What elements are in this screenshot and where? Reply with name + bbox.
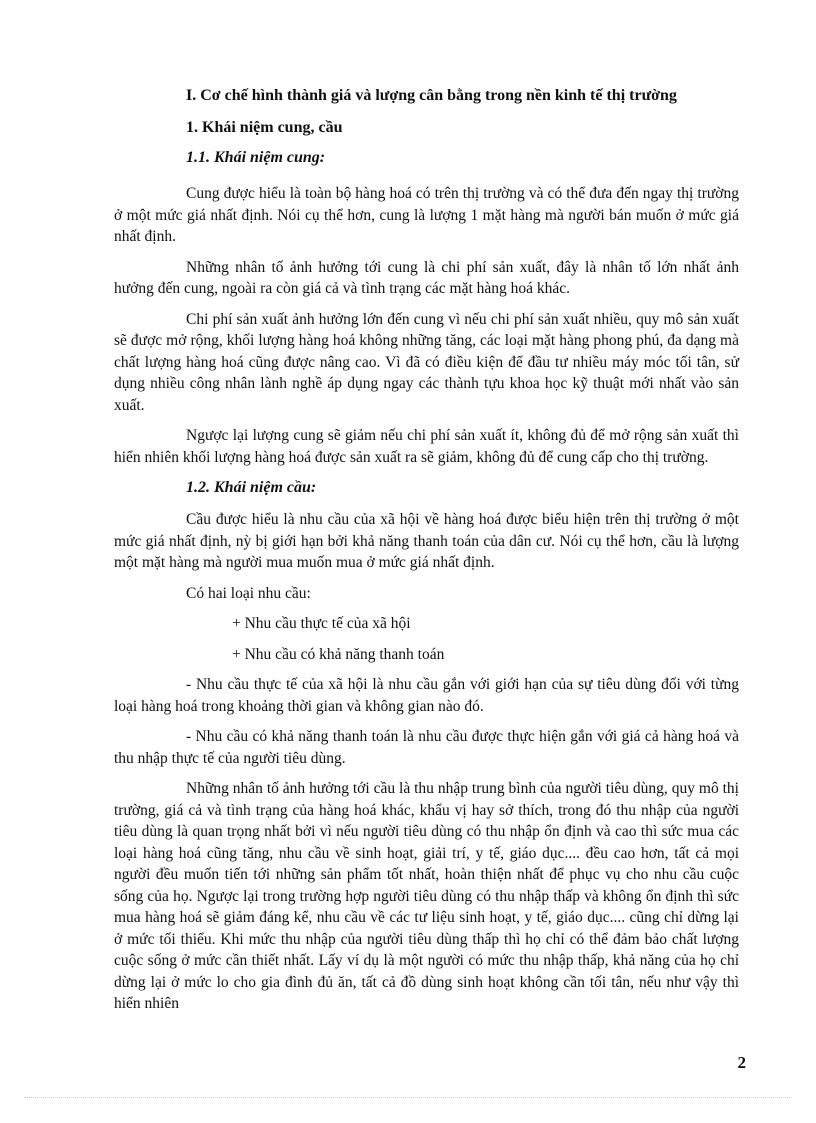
page-content [114, 80, 739, 1024]
section-heading: 1. Khái niệm cung, cầu [186, 119, 343, 136]
footer-divider [24, 1097, 792, 1098]
demand-type-item: + Nhu cầu có khả năng thanh toán [232, 645, 445, 663]
main-heading [114, 80, 739, 111]
demand-type-item: + Nhu cầu thực tế của xã hội [232, 615, 411, 632]
demand-factors-paragraph: Những nhân tố ảnh hưởng tới cầu là thu nhập trung bình của người tiêu dùng, quy mô thị trường, giá cả và tình trạng của hàng hoá khác, khẩu vị hay sở thích, trong đó thu nhập của người tiêu dùng là quan trọng nhất bởi vì nếu người tiêu dùng có thu nhập ổn định và cao thì sức mua các loại hàng hoá cũng tăng, nhu cầu về sinh hoạt, giải trí, y tế, giáo dục.... đều cao hơn, tất cả mọi người đều muốn tiến tới những sản phẩm tốt nhất, hoàn thiện nhất để phục vụ cho nhu cầu cuộc sống của họ. Ngược lại trong trường hợp người tiêu dùng có thu nhập thấp và không ổn định thì sức mua hàng hoá sẽ giảm đáng kể, nhu cầu về các tư liệu sinh hoạt, y tế, giáo dục.... cũng chỉ dừng lại ở mức tối thiểu. Khi mức thu nhập của người tiêu dùng thấp thì họ chỉ có thể đảm bảo chất lượng cuộc sống ở mức cần thiết nhất. Lấy ví dụ là một người có mức thu nhập thấp, khả năng của họ chỉ dừng lại ở mức lo cho gia đình đủ ăn, tất cả đồ dùng sinh hoạt không cần tối tân, nếu như vậy thì hiển nhiên [114, 780, 739, 1012]
supply-paragraph-4: Ngược lại lượng cung sẽ giảm nếu chi phí sản xuất ít, không đủ để mở rộng sản xuất thì hiển nhiên khối lượng hàng hoá được sản xuất ra sẽ giảm, không đủ để cung cấp cho thị trường. [114, 427, 739, 466]
supply-paragraph-1: Cung được hiểu là toàn bộ hàng hoá có trên thị trường và có thể đưa đến ngay thị trường ở một mức giá nhất định. Nói cụ thể hơn, cung là lượng 1 mặt hàng mà người bán muốn ở mức giá nhất định. [114, 185, 739, 245]
demand-definition: - Nhu cầu có khả năng thanh toán là nhu cầu được thực hiện gắn với giá cả hàng hoá và thu nhập thực tế của người tiêu dùng. [114, 728, 739, 767]
supply-heading: 1.1. Khái niệm cung: [186, 149, 326, 166]
page-number: 2 [737, 1053, 746, 1072]
demand-heading: 1.2. Khái niệm cầu: [186, 479, 317, 496]
demand-types-intro: Có hai loại nhu cầu: [186, 584, 311, 602]
demand-definition: - Nhu cầu thực tế của xã hội là nhu cầu gắn với giới hạn của sự tiêu dùng đối với từng loại hàng hoá trong khoảng thời gian và không gian nào đó. [114, 676, 739, 715]
supply-paragraph-3: Chi phí sản xuất ảnh hưởng lớn đến cung vì nếu chi phí sản xuất nhiều, quy mô sản xuất sẽ được mở rộng, khối lượng hàng hoá không những tăng, các loại mặt hàng phong phú, đa dạng mà chất lượng hàng hoá cũng được nâng cao. Vì đã có điều kiện để đầu tư nhiều máy móc tối tân, sử dụng nhiều công nhân lành nghề áp dụng ngay các thành tựu khoa học kỹ thuật mới nhất vào sản xuất. [114, 310, 739, 414]
demand-paragraph: Cầu được hiểu là nhu cầu của xã hội về hàng hoá được biểu hiện trên thị trường ở một mức giá nhất định, nỳ bị giới hạn bởi khả năng thanh toán của dân cư. Nói cụ thể hơn, cầu là lượng một mặt hàng mà người mua muốn mua ở mức giá nhất định. [114, 511, 739, 571]
main-heading-text: I. Cơ chế hình thành giá và lượng cân bằng trong nền kinh tế thị trường [186, 87, 677, 104]
supply-paragraph-2: Những nhân tố ảnh hưởng tới cung là chi phí sản xuất, đây là nhân tố lớn nhất ảnh hưởng đến cung, ngoài ra còn giá cả và tình trạng các mặt hàng hoá khác. [114, 258, 739, 297]
